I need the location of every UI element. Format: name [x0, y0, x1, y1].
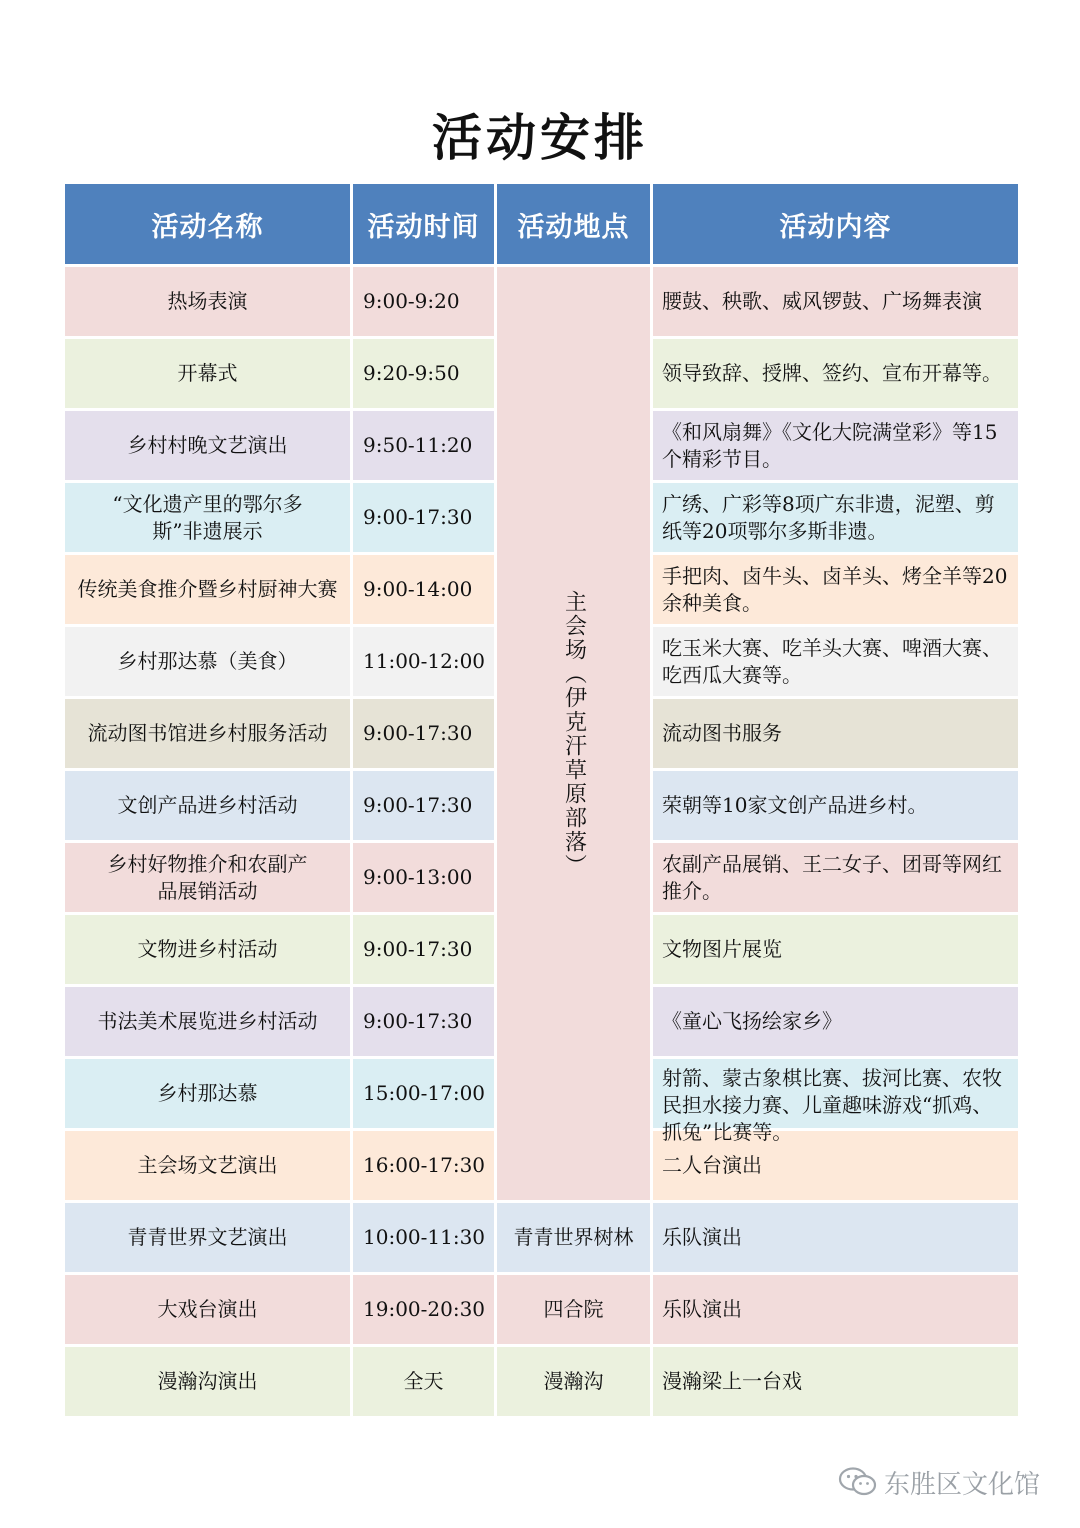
activity-content: 二人台演出 [662, 1153, 762, 1177]
main-venue-cell [497, 267, 650, 1200]
activity-content: 乐队演出 [662, 1225, 742, 1249]
activity-place: 四合院 [497, 1275, 650, 1344]
activity-content: 荣朝等10家文创产品进乡村。 [662, 793, 928, 817]
activity-name: 开幕式 [65, 339, 350, 408]
activity-content: 腰鼓、秧歌、威风锣鼓、广场舞表演 [662, 289, 982, 313]
activity-name: 乡村那达慕 [65, 1059, 350, 1128]
activity-time: 9:00-17:30 [353, 771, 494, 840]
activity-content-cell [653, 267, 1018, 336]
activity-name: 青青世界文艺演出 [65, 1203, 350, 1272]
activity-time: 全天 [353, 1347, 494, 1416]
activity-content-cell [653, 483, 1018, 552]
activity-name: 乡村那达慕（美食） [65, 627, 350, 696]
activity-content-cell [653, 915, 1018, 984]
activity-content-cell [653, 843, 1018, 912]
watermark [838, 1462, 1058, 1502]
activity-name: 热场表演 [65, 267, 350, 336]
header-activity-time: 活动时间 [353, 184, 494, 264]
activity-name: 漫瀚沟演出 [65, 1347, 350, 1416]
activity-content: 射箭、蒙古象棋比赛、拔河比赛、农牧民担水接力赛、儿童趣味游戏“抓鸡、抓兔”比赛等。 [662, 1065, 1002, 1144]
activity-time: 9:00-17:30 [353, 699, 494, 768]
activity-time: 16:00-17:30 [353, 1131, 494, 1200]
activity-name: “文化遗产里的鄂尔多斯”非遗展示 [65, 483, 350, 552]
activity-name: 传统美食推介暨乡村厨神大赛 [65, 555, 350, 624]
header-row [65, 184, 1018, 264]
activity-content-cell [653, 1059, 1018, 1144]
table-row [65, 1275, 1018, 1344]
activity-content: 农副产品展销、王二女子、团哥等网红推介。 [662, 851, 1002, 903]
activity-name: 主会场文艺演出 [65, 1131, 350, 1200]
activity-place: 青青世界树林 [497, 1203, 650, 1272]
activity-time: 9:00-14:00 [353, 555, 494, 624]
activity-name: 乡村好物推介和农副产品展销活动 [65, 843, 350, 912]
activity-content: 文物图片展览 [662, 937, 782, 961]
schedule-table [62, 181, 1021, 1419]
activity-time: 9:00-17:30 [353, 483, 494, 552]
activity-time: 10:00-11:30 [353, 1203, 494, 1272]
activity-content-cell [653, 1275, 1018, 1344]
table-row [65, 267, 1018, 336]
activity-time: 9:00-9:20 [353, 267, 494, 336]
header-activity-place: 活动地点 [497, 184, 650, 264]
activity-name: 乡村村晚文艺演出 [65, 411, 350, 480]
activity-content-cell [653, 555, 1018, 624]
activity-time: 9:50-11:20 [353, 411, 494, 480]
activity-content: 广绣、广彩等8项广东非遗，泥塑、剪纸等20项鄂尔多斯非遗。 [662, 491, 995, 543]
activity-content: 《童心飞扬绘家乡》 [662, 1009, 842, 1033]
wechat-icon [838, 1466, 878, 1498]
activity-content-cell [653, 339, 1018, 408]
activity-time: 9:00-13:00 [353, 843, 494, 912]
activity-time: 15:00-17:00 [353, 1059, 494, 1128]
activity-time: 9:00-17:30 [353, 987, 494, 1056]
activity-content-cell [653, 987, 1018, 1056]
table-row [65, 1347, 1018, 1416]
activity-name: 流动图书馆进乡村服务活动 [65, 699, 350, 768]
activity-time: 9:20-9:50 [353, 339, 494, 408]
activity-name: 文物进乡村活动 [65, 915, 350, 984]
activity-time: 9:00-17:30 [353, 915, 494, 984]
activity-time: 11:00-12:00 [353, 627, 494, 696]
activity-content: 《和风扇舞》《文化大院满堂彩》等15个精彩节目。 [662, 419, 998, 471]
watermark-text: 东胜区文化馆 [884, 1469, 1041, 1500]
activity-name: 书法美术展览进乡村活动 [65, 987, 350, 1056]
table-row [65, 1203, 1018, 1272]
activity-content-cell [653, 627, 1018, 696]
activity-content: 手把肉、卤牛头、卤羊头、烤全羊等20余种美食。 [662, 563, 1008, 615]
header-activity-name: 活动名称 [65, 184, 350, 264]
activity-name: 大戏台演出 [65, 1275, 350, 1344]
activity-place: 漫瀚沟 [497, 1347, 650, 1416]
main-venue-label: 主会场（伊克汗草原部落） [561, 589, 587, 878]
activity-content-cell [653, 699, 1018, 768]
activity-content: 吃玉米大赛、吃羊头大赛、啤酒大赛、吃西瓜大赛等。 [662, 635, 1002, 687]
page-title: 活动安排 [432, 108, 648, 167]
activity-content-cell [653, 771, 1018, 840]
activity-time: 19:00-20:30 [353, 1275, 494, 1344]
activity-content: 乐队演出 [662, 1297, 742, 1321]
activity-content: 领导致辞、授牌、签约、宣布开幕等。 [662, 361, 1002, 385]
activity-content: 流动图书服务 [662, 721, 782, 745]
activity-content: 漫瀚梁上一台戏 [662, 1369, 802, 1393]
activity-name: 文创产品进乡村活动 [65, 771, 350, 840]
activity-content-cell [653, 1347, 1018, 1416]
activity-content-cell [653, 1203, 1018, 1272]
header-activity-content: 活动内容 [653, 184, 1018, 264]
activity-content-cell [653, 411, 1018, 480]
